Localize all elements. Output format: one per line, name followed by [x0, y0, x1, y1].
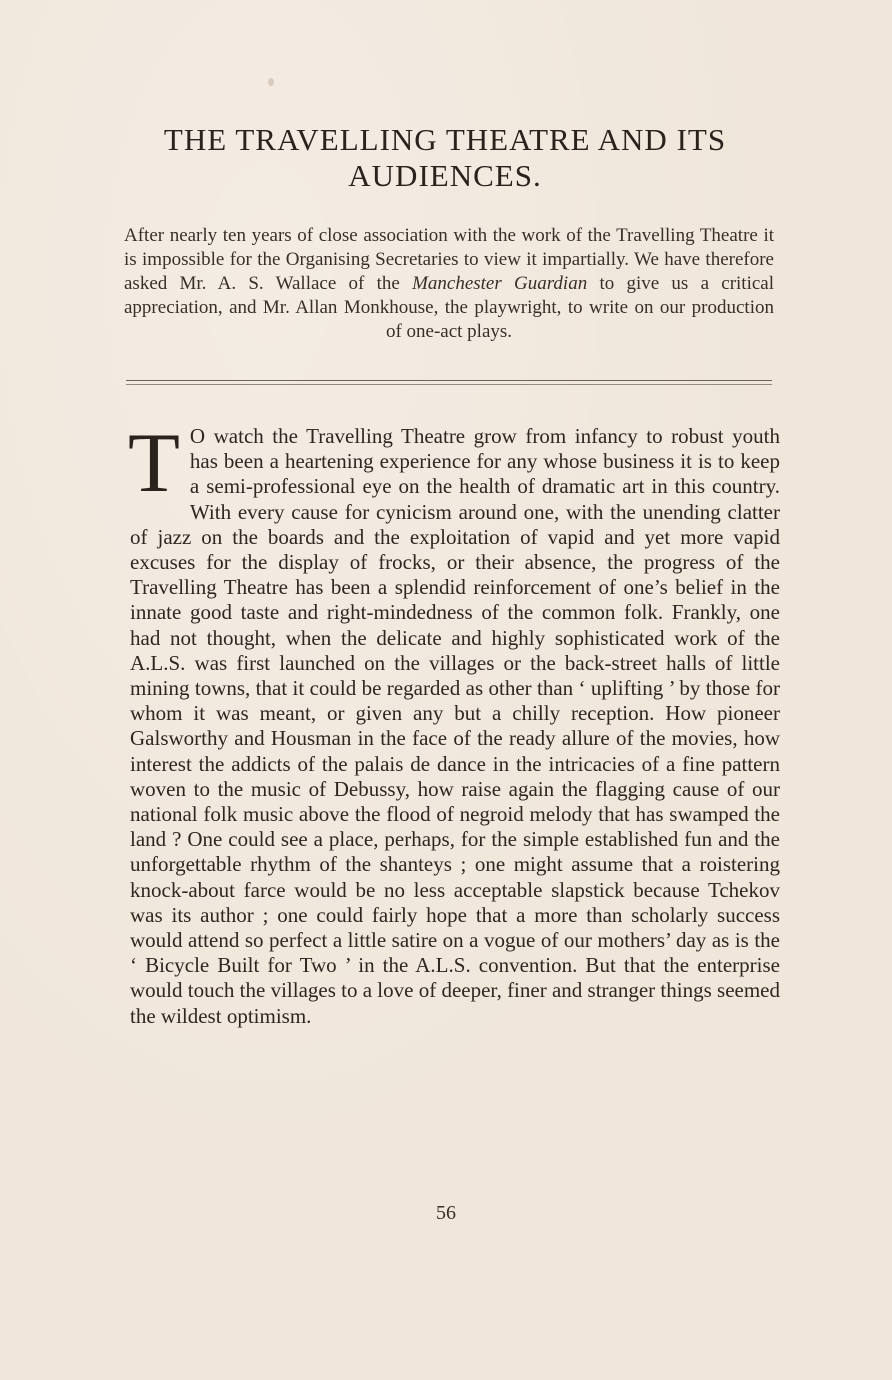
- body-paragraph: [128, 416, 780, 1029]
- divider-line-top: [126, 380, 772, 381]
- drop-cap: T: [128, 416, 180, 510]
- page-number: 56: [436, 1202, 456, 1224]
- body-text: O watch the Travelling Theatre grow from infancy to robust youth has been a heartening experience for any whose business it is to keep a semi-professional eye on the health of dramatic art in this country. With every cause for cynicism around one, with the unending clatter of jazz on the boards and the exploitation of vapid and yet more vapid excuses for the display of frocks, or their absence, the progress of the Travelling Theatre has been a splendid reinforcement of one’s belief in the innate good taste and right-mindedness of the common folk. Frankly, one had not thought, when the delicate and highly sophisticated work of the A.L.S. was first launched on the villages or the back-street halls of little mining towns, that it could be regarded as other than ‘ uplifting ’ by those for whom it was meant, or given any but a chilly reception. How pioneer Galsworthy and Housman in the face of the ready allure of the movies, how interest the addicts of the palais de dance in the intricacies of a fine pattern woven to the music of Debussy, how raise again the flagging cause of our national folk music above the flood of negroid melody that has swamped the land ? One could see a place, perhaps, for the simple established fun and the unforgettable rhythm of the shanteys ; one might assume that a roistering knock-about farce would be no less acceptable slapstick because Tchekov was its author ; one could fairly hope that a more than scholarly success would attend so perfect a little satire on a vogue of our mothers’ day as is the ‘ Bicycle Built for Two ’ in the A.L.S. convention. But that the enterprise would touch the villages to a love of deeper, finer and stranger things seemed the wildest optimism.: [130, 424, 780, 1028]
- section-divider: [126, 380, 772, 386]
- intro-paragraph: [124, 224, 774, 344]
- divider-line-bottom: [126, 384, 772, 385]
- intro-text-end: to give us a critical appreciation, and Mr. Allan Monkhouse, the playwright, to write on our production of one-act plays.: [124, 273, 775, 342]
- intro-italic-title: Manchester Guardian: [412, 273, 588, 294]
- paper-blemish: [268, 78, 274, 86]
- page-title: THE TRAVELLING THEATRE AND ITS AUDIENCES.: [163, 122, 727, 193]
- intro-text-start: After nearly ten years of close association with the work of the Travelling Theatre it is impossible for the Organising Secretaries to view it impartially. We have therefore asked Mr. A. S. Wallace of the: [124, 225, 774, 294]
